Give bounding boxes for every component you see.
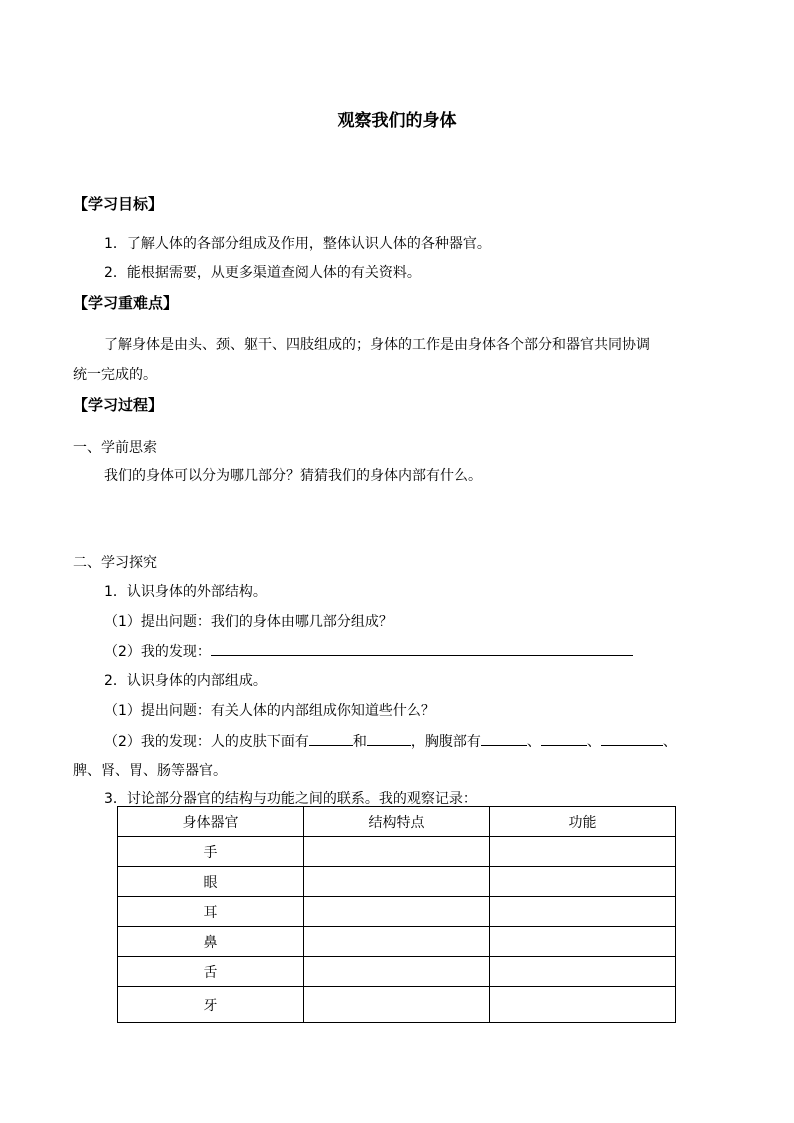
structure-cell[interactable] (304, 957, 490, 987)
table-header-organ: 身体器官 (118, 807, 304, 837)
table-header-row (118, 807, 676, 837)
organ-cell: 手 (118, 837, 304, 867)
item-2-answer-line (104, 731, 677, 751)
function-cell[interactable] (490, 987, 676, 1023)
function-cell[interactable] (490, 867, 676, 897)
page-title: 观察我们的身体 (337, 111, 457, 131)
table-row (118, 837, 676, 867)
organ-cell: 耳 (118, 897, 304, 927)
structure-cell[interactable] (304, 867, 490, 897)
answer-blank[interactable] (481, 731, 527, 746)
goal-2: 2．能根据需要，从更多渠道查阅人体的有关资料。 (104, 265, 421, 281)
answer-blank[interactable] (541, 731, 587, 746)
structure-cell[interactable] (304, 837, 490, 867)
table-header-function: 功能 (490, 807, 676, 837)
function-cell[interactable] (490, 957, 676, 987)
function-cell[interactable] (490, 927, 676, 957)
pre-study-heading: 一、学前思索 (73, 440, 157, 456)
structure-cell[interactable] (304, 927, 490, 957)
goals-heading: 【学习目标】 (73, 195, 164, 213)
function-cell[interactable] (490, 837, 676, 867)
key-points-line-2: 统一完成的。 (73, 367, 157, 383)
item-3-heading: 3．讨论部分器官的结构与功能之间的联系。我的观察记录： (104, 791, 477, 807)
item-1-heading: 1．认识身体的外部结构。 (104, 584, 267, 600)
pre-study-question: 我们的身体可以分为哪几部分？猜猜我们的身体内部有什么。 (104, 468, 482, 484)
structure-cell[interactable] (304, 897, 490, 927)
structure-cell[interactable] (304, 987, 490, 1023)
separator: 、 (662, 734, 677, 750)
item-2-answer-and: 和 (352, 734, 367, 750)
separator: 、 (526, 734, 541, 750)
answer-blank[interactable] (309, 731, 353, 746)
table-row (118, 897, 676, 927)
table-row (118, 957, 676, 987)
function-cell[interactable] (490, 897, 676, 927)
item-2-answer-continuation: 脾、肾、胃、肠等器官。 (73, 763, 227, 779)
organ-cell: 牙 (118, 987, 304, 1023)
answer-blank[interactable] (601, 731, 663, 746)
explore-heading: 二、学习探究 (73, 555, 157, 571)
item-1-answer-line (104, 641, 633, 661)
goal-1: 1．了解人体的各部分组成及作用，整体认识人体的各种器官。 (104, 236, 491, 252)
table-row (118, 867, 676, 897)
answer-blank[interactable] (367, 731, 411, 746)
key-points-line-1: 了解身体是由头、颈、躯干、四肢组成的；身体的工作是由身体各个部分和器官共同协调 (104, 337, 650, 353)
item-2-question: （1）提出问题：有关人体的内部组成你知道些什么？ (104, 703, 435, 719)
organ-cell: 鼻 (118, 927, 304, 957)
item-2-answer-prefix: （2）我的发现：人的皮肤下面有 (104, 734, 309, 750)
item-2-answer-mid: ，胸腹部有 (410, 734, 481, 750)
separator: 、 (586, 734, 601, 750)
organ-cell: 眼 (118, 867, 304, 897)
table-header-structure: 结构特点 (304, 807, 490, 837)
key-points-heading: 【学习重难点】 (73, 294, 179, 312)
table-row (118, 987, 676, 1023)
process-heading: 【学习过程】 (73, 396, 164, 414)
table-row (118, 927, 676, 957)
answer-blank[interactable] (211, 641, 633, 656)
item-2-heading: 2．认识身体的内部组成。 (104, 673, 267, 689)
observation-table (117, 806, 676, 1023)
item-1-answer-label: （2）我的发现： (104, 644, 211, 660)
item-1-question: （1）提出问题：我们的身体由哪几部分组成？ (104, 614, 393, 630)
organ-cell: 舌 (118, 957, 304, 987)
